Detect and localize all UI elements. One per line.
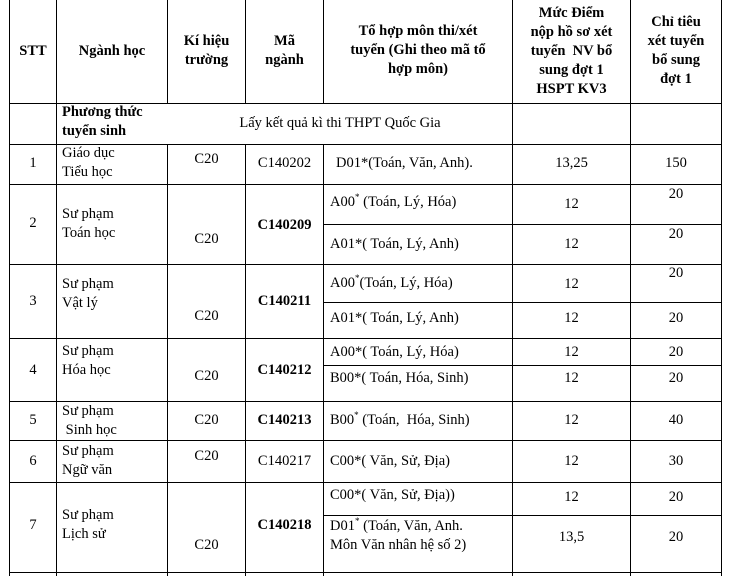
header-nganh-hoc: Ngành học [78, 43, 146, 59]
combo-diem: 12 [564, 196, 579, 212]
table-border-right [721, 0, 722, 576]
row-nganh: Sư phạm Lịch sử [62, 507, 114, 542]
row-stt: 7 [29, 517, 37, 533]
subrow-divider [323, 365, 722, 366]
asterisk-mark: * [354, 192, 360, 203]
table-border-left [9, 0, 10, 576]
combo-chi-tieu: 20 [668, 344, 684, 360]
row-truong: C20 [194, 448, 219, 464]
combo-code: B00 [330, 412, 355, 428]
combo-text [330, 274, 512, 293]
combo-chi-tieu: 40 [668, 412, 684, 428]
combo-code: A00 [330, 275, 355, 291]
row-stt: 5 [29, 412, 37, 428]
row-truong: C20 [194, 151, 219, 167]
combo-text: A00*( Toán, Lý, Hóa) [330, 344, 459, 360]
row-ma: C140218 [257, 517, 312, 533]
row-ma: C140209 [257, 217, 312, 233]
row-ma: C140217 [257, 453, 312, 469]
asterisk-mark: * [354, 516, 360, 527]
subrow-divider [323, 515, 722, 516]
row-divider [9, 440, 722, 441]
combo-diem: 12 [564, 453, 579, 469]
row-nganh: Sư phạm Ngữ văn [62, 443, 114, 478]
combo-diem: 12 [564, 412, 579, 428]
asterisk-mark: * [354, 273, 360, 284]
combo-diem: 12 [564, 370, 579, 386]
combo-chi-tieu: 20 [668, 265, 684, 281]
combo-diem: 13,25 [555, 155, 588, 171]
combo-text: C00*( Văn, Sử, Địa) [330, 453, 450, 469]
row-ma: C140212 [257, 362, 312, 378]
row-divider [9, 264, 722, 265]
combo-text [330, 517, 512, 555]
row-nganh: Giáo dục Tiểu học [62, 145, 115, 180]
row-truong: C20 [194, 231, 219, 247]
combo-diem: 12 [564, 344, 579, 360]
combo-diem: 12 [564, 310, 579, 326]
combo-text: C00*( Văn, Sử, Địa)) [330, 487, 455, 503]
header-muc-diem: Mức Điểm nộp hồ sơ xét tuyển NV bổ sung đợt 1 HSPT KV3 [530, 5, 613, 97]
column-divider [323, 144, 324, 576]
row-truong: C20 [194, 412, 219, 428]
row-divider [9, 184, 722, 185]
combo-subjects: (Toán, Lý, Hóa) [359, 194, 457, 210]
header-chi-tieu: Chỉ tiêu xét tuyển bổ sung đợt 1 [647, 14, 705, 87]
combo-subjects: (Toán, Hóa, Sinh) [358, 412, 470, 428]
combo-chi-tieu: 20 [668, 186, 684, 202]
combo-chi-tieu: 20 [668, 489, 684, 505]
column-divider [167, 144, 168, 576]
row-stt: 6 [29, 453, 37, 469]
combo-chi-tieu: 20 [668, 529, 684, 545]
combo-subjects: (Toán, Văn, Anh. Môn Văn nhân hệ số 2) [330, 518, 467, 553]
combo-text: D01*(Toán, Văn, Anh). [336, 155, 473, 171]
combo-diem: 12 [564, 276, 579, 292]
row-truong: C20 [194, 308, 219, 324]
combo-subjects: (Toán, Lý, Hóa) [359, 275, 453, 291]
column-divider [245, 144, 246, 576]
row-ma: C140211 [257, 293, 312, 309]
header-ma-nganh: Mã ngành [265, 33, 304, 68]
combo-code: A00 [330, 194, 355, 210]
combo-text: A01*( Toán, Lý, Anh) [330, 310, 459, 326]
header-stt: STT [19, 43, 47, 59]
row-truong: C20 [194, 368, 219, 384]
column-divider [56, 0, 57, 576]
combo-diem: 13,5 [558, 529, 585, 545]
row-stt: 1 [29, 155, 37, 171]
row-nganh: Sư phạm Sinh học [62, 403, 117, 438]
row-truong: C20 [194, 537, 219, 553]
combo-text [330, 411, 512, 430]
combo-code: D01 [330, 518, 355, 534]
row-stt: 3 [29, 293, 37, 309]
asterisk-mark: * [354, 410, 359, 421]
combo-diem: 12 [564, 236, 579, 252]
method-value: Lấy kết quả kì thi THPT Quốc Gia [239, 115, 441, 131]
row-ma: C140213 [257, 412, 312, 428]
combo-chi-tieu: 20 [668, 370, 684, 386]
row-divider [9, 482, 722, 483]
row-ma: C140202 [257, 155, 312, 171]
combo-chi-tieu: 30 [668, 453, 684, 469]
combo-chi-tieu: 20 [668, 226, 684, 242]
row-nganh: Sư phạm Vật lý [62, 276, 114, 311]
row-stt: 4 [29, 362, 37, 378]
combo-chi-tieu: 20 [668, 310, 684, 326]
row-divider [9, 338, 722, 339]
combo-text [330, 193, 512, 212]
combo-text: B00*( Toán, Hóa, Sinh) [330, 370, 469, 386]
subrow-divider [323, 302, 722, 303]
method-label: Phương thức tuyển sinh [62, 104, 143, 139]
row-nganh: Sư phạm Hóa học [62, 343, 114, 378]
row-nganh: Sư phạm Toán học [62, 206, 116, 241]
header-ki-hieu-truong: Kí hiệu trường [183, 33, 230, 68]
combo-diem: 12 [564, 489, 579, 505]
row-stt: 2 [29, 215, 37, 231]
combo-text: A01*( Toán, Lý, Anh) [330, 236, 459, 252]
combo-chi-tieu: 150 [665, 155, 687, 171]
header-to-hop: Tổ hợp môn thi/xét tuyển (Ghi theo mã tổ hợp môn) [350, 23, 486, 77]
row-divider [9, 572, 722, 573]
